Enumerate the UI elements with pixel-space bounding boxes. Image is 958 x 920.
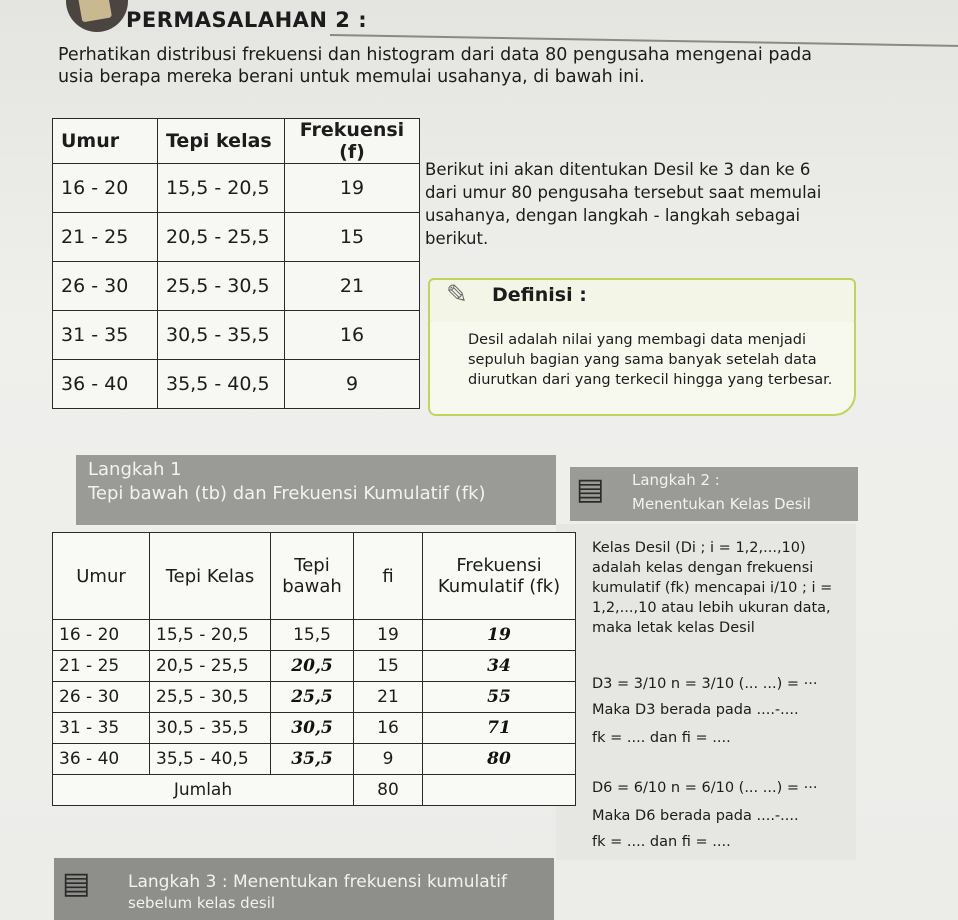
d3-class-line: Maka D3 berada pada ....-.... <box>592 702 799 718</box>
step3-subtitle: sebelum kelas desil <box>128 894 276 912</box>
cell-tepi-bawah-handwritten: 35,5 <box>271 744 354 775</box>
table-header-row <box>53 533 576 620</box>
page-title: PERMASALAHAN 2 : <box>126 8 368 32</box>
cell-frekuensi: 9 <box>285 360 420 409</box>
table-row <box>53 164 420 213</box>
cell-fk-handwritten: 34 <box>423 651 576 682</box>
cell-umur: 16 - 20 <box>53 620 150 651</box>
cell-frekuensi: 15 <box>285 213 420 262</box>
cell-tepi-kelas: 25,5 - 30,5 <box>150 682 271 713</box>
header-frekuensi: Frekuensi (f) <box>285 119 420 164</box>
table-row <box>53 620 576 651</box>
pencil-icon: ✎ <box>446 280 468 310</box>
book-icon: ▤ <box>576 472 605 507</box>
table-row <box>53 213 420 262</box>
cell-tepi-kelas: 35,5 - 40,5 <box>158 360 285 409</box>
d6-class-line: Maka D6 berada pada ....-.... <box>592 808 799 824</box>
cell-umur: 36 - 40 <box>53 360 158 409</box>
intro-paragraph: Perhatikan distribusi frekuensi dan histogram dari data 80 pengusaha mengenai pada usia berapa mereka berani untuk memulai usahanya, di bawah ini. <box>58 45 812 87</box>
total-empty-cell <box>423 775 576 806</box>
step3-title: Langkah 3 : Menentukan frekuensi kumulatif <box>128 872 507 892</box>
cell-umur: 21 - 25 <box>53 651 150 682</box>
cell-fi: 9 <box>354 744 423 775</box>
cumulative-frequency-table <box>52 532 576 806</box>
cell-umur: 31 - 35 <box>53 713 150 744</box>
cell-tepi-kelas: 25,5 - 30,5 <box>158 262 285 311</box>
cell-fi: 19 <box>354 620 423 651</box>
d3-frequency-line: fk = .... dan fi = .... <box>592 730 731 746</box>
step2-label: Langkah 2 : <box>632 471 720 489</box>
d6-formula: D6 = 6/10 n = 6/10 (... ...) = ··· <box>592 780 818 796</box>
table-row <box>53 262 420 311</box>
table-row <box>53 311 420 360</box>
cell-fk-handwritten: 71 <box>423 713 576 744</box>
header-tepi-kelas: Tepi kelas <box>158 119 285 164</box>
step1-title: Tepi bawah (tb) dan Frekuensi Kumulatif (fk) <box>88 483 486 504</box>
cell-tepi-kelas: 20,5 - 25,5 <box>158 213 285 262</box>
cell-tepi-bawah-handwritten: 20,5 <box>271 651 354 682</box>
header-fi: fi <box>354 533 423 620</box>
step1-label: Langkah 1 <box>88 459 182 480</box>
table-row <box>53 713 576 744</box>
table-header-row <box>53 119 420 164</box>
cell-umur: 26 - 30 <box>53 682 150 713</box>
cell-tepi-bawah: 15,5 <box>271 620 354 651</box>
cell-tepi-kelas: 15,5 - 20,5 <box>158 164 285 213</box>
cell-fk-handwritten: 80 <box>423 744 576 775</box>
cell-tepi-kelas: 30,5 - 35,5 <box>150 713 271 744</box>
instructions-text: Berikut ini akan ditentukan Desil ke 3 dan ke 6 dari umur 80 pengusaha tersebut saat memulai usahanya, dengan langkah - langkah sebagai berikut. <box>425 160 822 248</box>
cell-tepi-kelas: 15,5 - 20,5 <box>150 620 271 651</box>
cell-tepi-kelas: 30,5 - 35,5 <box>158 311 285 360</box>
table-row <box>53 360 420 409</box>
cell-tepi-bawah-handwritten: 25,5 <box>271 682 354 713</box>
cell-tepi-kelas: 35,5 - 40,5 <box>150 744 271 775</box>
table-row <box>53 744 576 775</box>
table-total-row <box>53 775 576 806</box>
step2-banner <box>570 467 858 521</box>
cell-frekuensi: 21 <box>285 262 420 311</box>
cell-umur: 21 - 25 <box>53 213 158 262</box>
cell-fi: 15 <box>354 651 423 682</box>
header-tepi-kelas: Tepi Kelas <box>150 533 271 620</box>
total-value: 80 <box>354 775 423 806</box>
step1-banner <box>76 455 556 525</box>
book-icon: ▤ <box>62 866 91 901</box>
cell-tepi-bawah-handwritten: 30,5 <box>271 713 354 744</box>
definition-title: Definisi : <box>492 284 587 306</box>
header-frekuensi-kumulatif: Frekuensi Kumulatif (fk) <box>423 533 576 620</box>
cell-fi: 21 <box>354 682 423 713</box>
cell-fi: 16 <box>354 713 423 744</box>
cell-umur: 36 - 40 <box>53 744 150 775</box>
header-umur: Umur <box>53 119 158 164</box>
cell-frekuensi: 19 <box>285 164 420 213</box>
cell-tepi-kelas: 20,5 - 25,5 <box>150 651 271 682</box>
header-umur: Umur <box>53 533 150 620</box>
step3-banner <box>54 858 554 920</box>
table-row <box>53 682 576 713</box>
total-label: Jumlah <box>53 775 354 806</box>
cell-umur: 16 - 20 <box>53 164 158 213</box>
cell-frekuensi: 16 <box>285 311 420 360</box>
d3-formula: D3 = 3/10 n = 3/10 (... ...) = ··· <box>592 676 818 692</box>
desil-class-explanation: Kelas Desil (Di ; i = 1,2,...,10) adalah kelas dengan frekuensi kumulatif (fk) mencapai i/10 ; i = 1,2,...,10 atau lebih ukuran data, maka letak kelas Desil <box>592 540 833 636</box>
header-tepi-bawah: Tepi bawah <box>271 533 354 620</box>
frequency-table <box>52 118 420 409</box>
cell-fk-handwritten: 55 <box>423 682 576 713</box>
cell-umur: 26 - 30 <box>53 262 158 311</box>
definition-text: Desil adalah nilai yang membagi data menjadi sepuluh bagian yang sama banyak setelah data diurutkan dari yang terkecil hingga yang terbesar. <box>468 332 833 388</box>
cell-umur: 31 - 35 <box>53 311 158 360</box>
step2-title: Menentukan Kelas Desil <box>632 495 811 513</box>
table-row <box>53 651 576 682</box>
cell-fk-handwritten: 19 <box>423 620 576 651</box>
d6-frequency-line: fk = .... dan fi = .... <box>592 834 731 850</box>
